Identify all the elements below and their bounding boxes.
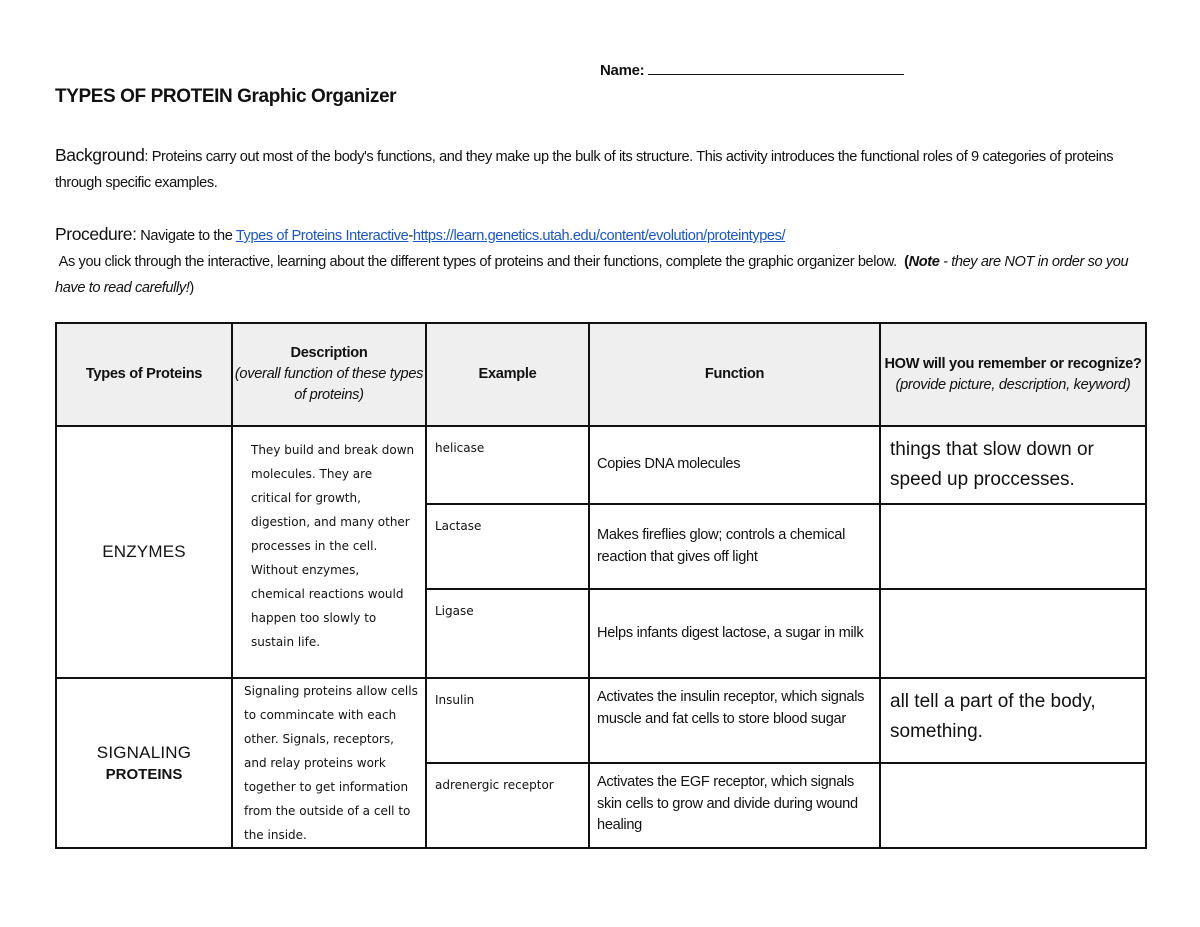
example-cell[interactable]: Ligase	[426, 589, 589, 678]
header-description	[232, 323, 426, 426]
how-cell[interactable]	[880, 504, 1146, 589]
interactive-link[interactable]: Types of Proteins Interactive	[235, 228, 409, 244]
function-cell[interactable]: Activates the insulin receptor, which signals muscle and fat cells to store blood sugar	[589, 678, 880, 763]
description-cell[interactable]: They build and break down molecules. They are critical for growth, digestion, and many other processes in the cell. Without enzymes, chemical reactions would happen too slowly to sustain life.	[232, 426, 426, 678]
how-cell[interactable]: things that slow down or speed up proccesses.	[880, 426, 1146, 504]
page-title: TYPES OF PROTEIN Graphic Organizer	[55, 86, 397, 107]
type-label: ENZYMES	[102, 542, 186, 561]
header-how	[880, 323, 1146, 426]
procedure-paragraph	[55, 221, 1147, 301]
example-cell[interactable]: Lactase	[426, 504, 589, 589]
table-row	[56, 678, 1146, 763]
note-close-paren: )	[189, 280, 194, 296]
example-cell[interactable]: helicase	[426, 426, 589, 504]
type-label: SIGNALING	[96, 743, 192, 762]
name-field	[600, 60, 904, 79]
header-description-label: Description	[290, 345, 368, 361]
procedure-intro: Navigate to the	[140, 228, 233, 244]
how-cell[interactable]	[880, 589, 1146, 678]
function-cell[interactable]: Activates the EGF receptor, which signals skin cells to grow and divide during wound healing	[589, 763, 880, 848]
function-cell[interactable]: Helps infants digest lactose, a sugar in milk	[589, 589, 880, 678]
header-description-sub: (overall function of these types of proteins)	[234, 366, 424, 403]
header-row	[56, 323, 1146, 426]
procedure-instructions: As you click through the interactive, learning about the different types of proteins and their functions, complete the graphic organizer below.	[58, 254, 897, 270]
type-sub-label: PROTEINS	[105, 766, 183, 783]
name-label: Name:	[600, 62, 645, 79]
header-how-sub: (provide picture, description, keyword)	[895, 376, 1131, 393]
header-types: Types of Proteins	[56, 323, 232, 426]
table-row	[56, 426, 1146, 504]
header-how-label: HOW will you remember or recognize?	[884, 355, 1142, 372]
note-open-paren: (	[904, 254, 909, 270]
header-example: Example	[426, 323, 589, 426]
type-cell-enzymes	[56, 426, 232, 678]
header-function: Function	[589, 323, 880, 426]
background-label: Background	[55, 145, 145, 165]
background-paragraph	[55, 142, 1145, 196]
example-cell[interactable]: adrenergic receptor	[426, 763, 589, 848]
protein-organizer-table	[55, 322, 1147, 849]
description-cell[interactable]: Signaling proteins allow cells to commincate with each other. Signals, receptors, and relay proteins work together to get information from the outside of a cell to the inside.	[232, 678, 426, 848]
background-text: : Proteins carry out most of the body's functions, and they make up the bulk of its structure. This activity introduces the functional roles of 9 categories of proteins through specific examples.	[55, 149, 1114, 191]
example-cell[interactable]: Insulin	[426, 678, 589, 763]
function-cell[interactable]: Copies DNA molecules	[589, 426, 880, 504]
name-blank-line[interactable]	[648, 60, 904, 75]
function-cell[interactable]: Makes fireflies glow; controls a chemical reaction that gives off light	[589, 504, 880, 589]
type-cell-signaling	[56, 678, 232, 848]
interactive-url-link[interactable]: https://learn.genetics.utah.edu/content/evolution/proteintypes/	[412, 228, 786, 244]
procedure-label: Procedure:	[55, 224, 137, 244]
how-cell[interactable]	[880, 763, 1146, 848]
note-text: - they are NOT in order so you have to read carefully!	[55, 254, 1129, 296]
how-cell[interactable]: all tell a part of the body, something.	[880, 678, 1146, 763]
link-separator: -	[408, 228, 413, 244]
note-label: Note	[908, 254, 940, 270]
